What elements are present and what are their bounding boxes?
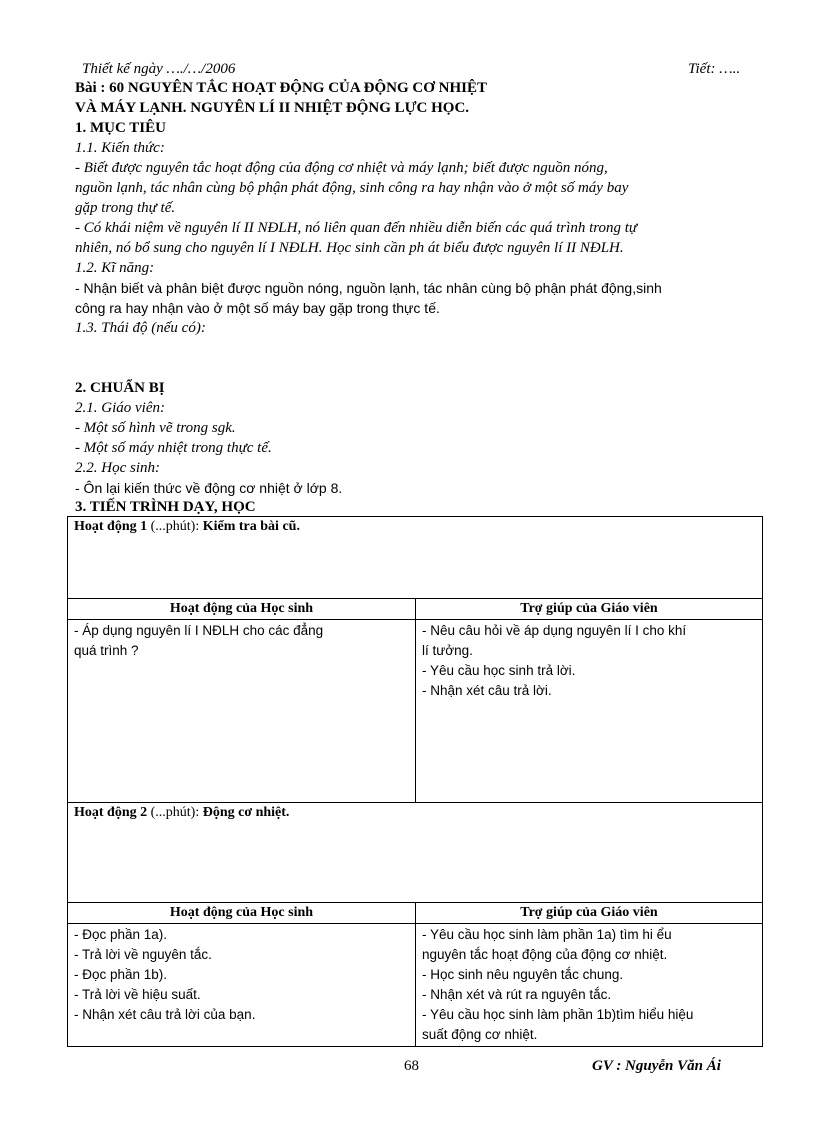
knowledge-line: nhiên, nó bổ sung cho nguyên lí I NĐLH. Học sinh cần ph át biểu được nguyên lí II NĐLH. xyxy=(75,240,624,256)
teacher-prep-line: - Một số máy nhiệt trong thực tế. xyxy=(75,440,272,456)
student-activity-line: - Áp dụng nguyên lí I NĐLH cho các đẳng xyxy=(74,623,324,638)
student-activity-line: - Đọc phần 1b). xyxy=(74,967,168,982)
activity-1-teacher-cell xyxy=(415,620,762,802)
date-line: Thiết kế ngày …./…/2006 xyxy=(82,61,236,77)
activity-1-header xyxy=(68,517,762,599)
activity-2-title: Động cơ nhiệt. xyxy=(202,805,290,820)
activity-1-label: Hoạt động 1 xyxy=(74,519,148,534)
activity-2-teacher-cell xyxy=(415,924,762,1046)
teacher-activity-line: - Yêu cầu học sinh trả lời. xyxy=(422,663,576,678)
activity-1-content-row xyxy=(68,620,762,803)
section-1-3-title: 1.3. Thái độ (nếu có): xyxy=(75,320,206,336)
lesson-title-line-2: VÀ MÁY LẠNH. NGUYÊN LÍ II NHIỆT ĐỘNG LỰC HỌC. xyxy=(75,100,470,116)
teacher-column-header: Trợ giúp của Giáo viên xyxy=(415,903,762,923)
teacher-activity-line: - Yêu cầu học sinh làm phần 1a) tìm hi ểu xyxy=(422,927,672,942)
lesson-title-line-1: Bài : 60 NGUYÊN TẮC HOẠT ĐỘNG CỦA ĐỘNG CƠ NHIỆT xyxy=(75,80,487,96)
student-activity-line: - Trả lời về nguyên tắc. xyxy=(74,947,212,962)
activity-1-time: (...phút): xyxy=(150,519,200,534)
lesson-activities-table xyxy=(67,516,763,1047)
teacher-activity-line: - Nhận xét và rút ra nguyên tắc. xyxy=(422,987,612,1002)
activity-1-column-headers xyxy=(68,599,762,620)
student-prep-line: - Ôn lại kiến thức về động cơ nhiệt ở lớp 8. xyxy=(75,480,343,496)
activity-2-column-headers xyxy=(68,903,762,924)
section-3-title: 3. TIẾN TRÌNH DẠY, HỌC xyxy=(75,499,256,515)
skill-line: - Nhận biết và phân biệt được nguồn nóng, nguồn lạnh, tác nhân cùng bộ phận phát động,sinh xyxy=(75,280,662,296)
activity-2-label: Hoạt động 2 xyxy=(74,805,148,820)
student-column-header: Hoạt động của Học sinh xyxy=(169,601,314,616)
section-1-title: 1. MỤC TIÊU xyxy=(75,120,166,136)
skill-line: công ra hay nhận vào ở một số máy bay gặp trong thực tế. xyxy=(75,300,440,316)
page-number: 68 xyxy=(404,1058,419,1074)
section-1-1-title: 1.1. Kiến thức: xyxy=(75,140,165,156)
student-activity-line: - Đọc phần 1a). xyxy=(74,927,168,942)
section-1-2-title: 1.2. Kĩ năng: xyxy=(75,260,155,276)
activity-2-time: (...phút): xyxy=(150,805,200,820)
knowledge-line: - Biết được nguyên tắc hoạt động của động cơ nhiệt và máy lạnh; biết được nguồn nóng, xyxy=(75,160,608,176)
teacher-activity-line: lí tưởng. xyxy=(422,643,473,658)
knowledge-line: gặp trong thự tế. xyxy=(75,200,176,216)
knowledge-line: - Có khái niệm về nguyên lí II NĐLH, nó liên quan đến nhiều diễn biến các quá trình trong tự xyxy=(75,220,638,236)
teacher-prep-line: - Một số hình vẽ trong sgk. xyxy=(75,420,236,436)
teacher-activity-line: - Yêu cầu học sinh làm phần 1b)tìm hiểu hiệu xyxy=(422,1007,694,1022)
period-label: Tiết: ….. xyxy=(688,61,741,77)
section-2-1-title: 2.1. Giáo viên: xyxy=(75,400,165,416)
knowledge-line: nguồn lạnh, tác nhân cùng bộ phận phát động, sinh công ra hay nhận vào ở một số máy bay xyxy=(75,180,629,196)
student-activity-line: - Trả lời về hiệu suất. xyxy=(74,987,201,1002)
student-activity-line: - Nhận xét câu trả lời của bạn. xyxy=(74,1007,256,1022)
activity-1-title: Kiểm tra bài cũ. xyxy=(202,519,300,534)
author-name: GV : Nguyễn Văn Ái xyxy=(592,1058,721,1074)
activity-1-student-cell xyxy=(68,620,415,802)
teacher-column-header: Trợ giúp của Giáo viên xyxy=(415,599,762,619)
teacher-activity-line: suất động cơ nhiệt. xyxy=(422,1027,538,1042)
activity-2-header xyxy=(68,803,762,903)
section-2-title: 2. CHUẨN BỊ xyxy=(75,380,165,396)
activity-2-content-row xyxy=(68,924,762,1046)
section-2-2-title: 2.2. Học sinh: xyxy=(75,460,160,476)
teacher-activity-line: - Nêu câu hỏi về áp dụng nguyên lí I cho khí xyxy=(422,623,687,638)
teacher-activity-line: nguyên tắc hoạt động của động cơ nhiệt. xyxy=(422,947,668,962)
teacher-activity-line: - Học sinh nêu nguyên tắc chung. xyxy=(422,967,624,982)
activity-2-student-cell xyxy=(68,924,415,1046)
student-activity-line: quá trình ? xyxy=(74,643,139,658)
student-column-header: Hoạt động của Học sinh xyxy=(169,905,314,920)
teacher-activity-line: - Nhận xét câu trả lời. xyxy=(422,683,552,698)
